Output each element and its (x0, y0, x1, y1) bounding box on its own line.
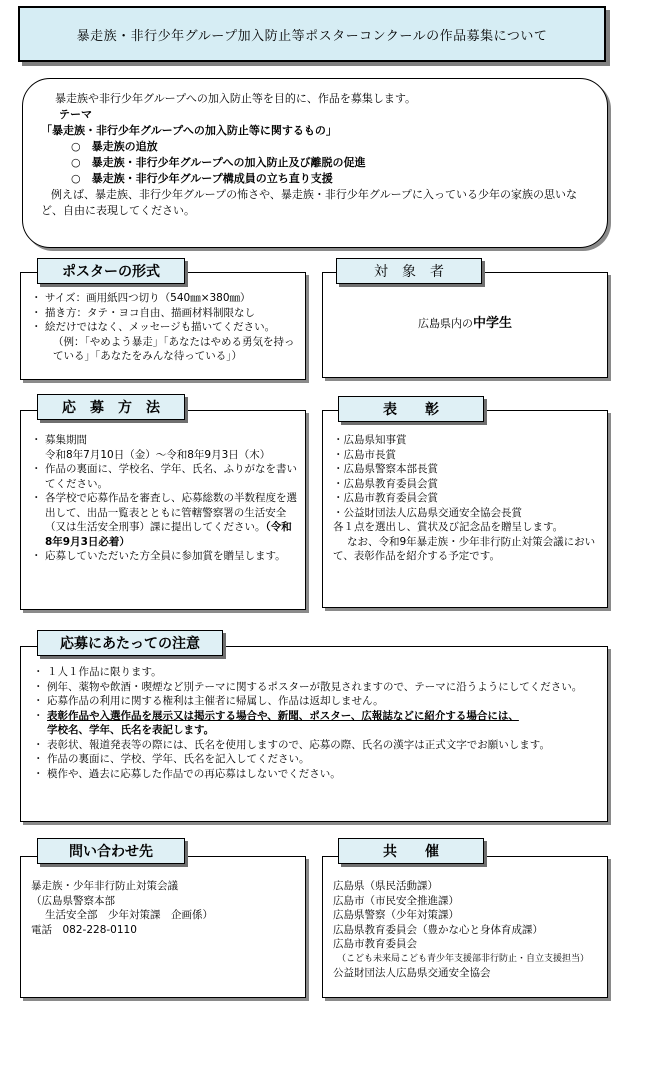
method-heading-text: 応 募 方 法 (62, 400, 160, 416)
period-label: ・ 募集期間 (31, 433, 299, 448)
theme-item: ○ 暴走族・非行少年グループへの加入防止及び離脱の促進 (71, 156, 366, 169)
award-item: ・公益財団法人広島県交通安全協会長賞 (333, 506, 522, 519)
intro-box (22, 78, 608, 248)
cohost-line: 広島県警察（少年対策課） (333, 909, 459, 921)
award-item: ・広島県警察本部長賞 (333, 463, 438, 475)
note-item: ・ 表彰状、報道発表等の際には、氏名を使用しますので、応募の際、氏名の漢字は正式文字でお願いします。 (33, 738, 599, 753)
target-panel (322, 272, 608, 378)
method-item: ・ 作品の裏面に、学校名、学年、氏名、ふりがなを書いてください。 (31, 462, 299, 491)
contact-line: 暴走族・少年非行防止対策会議 (31, 880, 178, 892)
award-item: ・広島市長賞 (333, 448, 396, 461)
method-item: ・ 応募していただいた方全員に参加賞を贈呈します。 (31, 549, 299, 564)
cohost-panel (322, 856, 608, 998)
awards-heading-text: 表 彰 (383, 402, 439, 418)
format-example: （例：「やめよう暴走」「あなたはやめる勇気を持っている」「あなたをみんな待っている」） (53, 335, 295, 362)
cohost-line: 公益財団法人広島県交通安全協会 (333, 967, 491, 979)
awards-note: 各１点を選出し、賞状及び記念品を贈呈します。 (333, 521, 564, 533)
awards-panel (322, 410, 608, 608)
page-title-text: 暴走族・非行少年グループ加入防止等ポスターコンクールの作品募集について (76, 28, 548, 44)
target-heading-text: 対 象 者 (374, 264, 444, 280)
cohost-line: 広島県教育委員会（豊かな心と身体育成課） (333, 923, 543, 936)
contact-phone: 電話 082-228-0110 (31, 923, 137, 936)
note-emphasis: 表彰作品や入選作品を展示又は掲示する場合や、新聞、ポスター、広報誌などに紹介する場合には、 (47, 709, 519, 722)
contact-line: （広島県警察本部 (31, 894, 115, 907)
note-emphasis-cont: 学校名、学年、氏名を表記します。 (47, 724, 215, 736)
method-heading (37, 394, 185, 420)
intro-lead: 暴走族や非行少年グループへの加入防止等を目的に、作品を募集します。 (55, 92, 417, 105)
cohost-heading (338, 838, 484, 864)
note-item: ・ 模作や、過去に応募した作品での再応募はしないでください。 (33, 767, 599, 782)
theme-item: ○ 暴走族・非行少年グループ構成員の立ち直り支援 (71, 172, 333, 185)
award-item: ・広島県知事賞 (333, 434, 407, 446)
page-title (18, 6, 606, 62)
note-item: ・ 応募作品の利用に関する権利は主催者に帰属し、作品は返却しません。 (33, 694, 599, 709)
target-heading (336, 258, 482, 284)
format-item: ・ 絵だけではなく、メッセージも描いてください。 (31, 320, 299, 335)
note-item: ・ １人１作品に限ります。 (33, 665, 599, 680)
period-value: 令和8年7月10日（金）～令和8年9月3日（木） (45, 448, 271, 461)
theme-quote: 「暴走族・非行少年グループへの加入防止等に関するもの」 (41, 124, 337, 137)
contact-panel (20, 856, 306, 998)
contact-line: 生活安全部 少年対策課 企画係） (45, 909, 213, 921)
theme-item: ○ 暴走族の追放 (71, 140, 158, 153)
award-item: ・広島県教育委員会賞 (333, 477, 438, 490)
note-item (33, 709, 599, 738)
method-item (31, 491, 299, 549)
notes-heading (37, 630, 223, 656)
cohost-line: 広島市（市民安全推進課） (333, 894, 459, 907)
format-heading-text: ポスターの形式 (62, 264, 160, 280)
awards-heading (338, 396, 484, 422)
format-item: ・ サイズ：画用紙四つ切り（540㎜×380㎜） (31, 291, 299, 306)
format-heading (37, 258, 185, 284)
notes-heading-text: 応募にあたっての注意 (60, 636, 200, 652)
cohost-line: 広島県（県民活動課） (333, 880, 438, 892)
theme-example: 例えば、暴走族、非行少年グループの怖さや、暴走族・非行少年グループに入っている少年の家族の思いなど、自由に表現してください。 (41, 188, 578, 217)
award-item: ・広島市教育委員会賞 (333, 492, 438, 504)
cohost-line: （こども未来局こども青少年支援部非行防止・自立支援担当） (337, 953, 590, 964)
notes-panel (20, 646, 608, 822)
awards-note: なお、令和9年暴走族・少年非行防止対策会議において、表彰作品を紹介する予定です。 (333, 535, 596, 562)
cohost-heading-text: 共 催 (383, 844, 439, 860)
target-text (323, 317, 607, 332)
contact-heading (37, 838, 185, 864)
format-panel (20, 272, 306, 380)
contact-heading-text: 問い合わせ先 (69, 844, 153, 860)
note-item: ・ 作品の裏面に、学校、学年、氏名を記入してください。 (33, 752, 599, 767)
cohost-line: 広島市教育委員会 (333, 938, 417, 950)
method-item-text: 各学校で応募作品を審査し、応募総数の半数程度を選出して、出品一覧表とともに管轄警察署の生活安全（又は生活安全刑事）課に提出してください。 (45, 492, 297, 533)
note-item: ・ 例年、薬物や飲酒・喫煙など別テーマに関するポスターが散見されますので、テーマに沿うようにしてください。 (33, 680, 599, 695)
format-item: ・ 描き方：タテ・ヨコ自由、描画材料制限なし (31, 306, 299, 321)
target-prefix: 広島県内の (417, 317, 473, 330)
method-deadline: （令和8年9月3日必着） (45, 521, 292, 548)
method-panel (20, 410, 306, 610)
target-emphasis: 中学生 (472, 316, 512, 331)
theme-label: テーマ (59, 108, 92, 121)
